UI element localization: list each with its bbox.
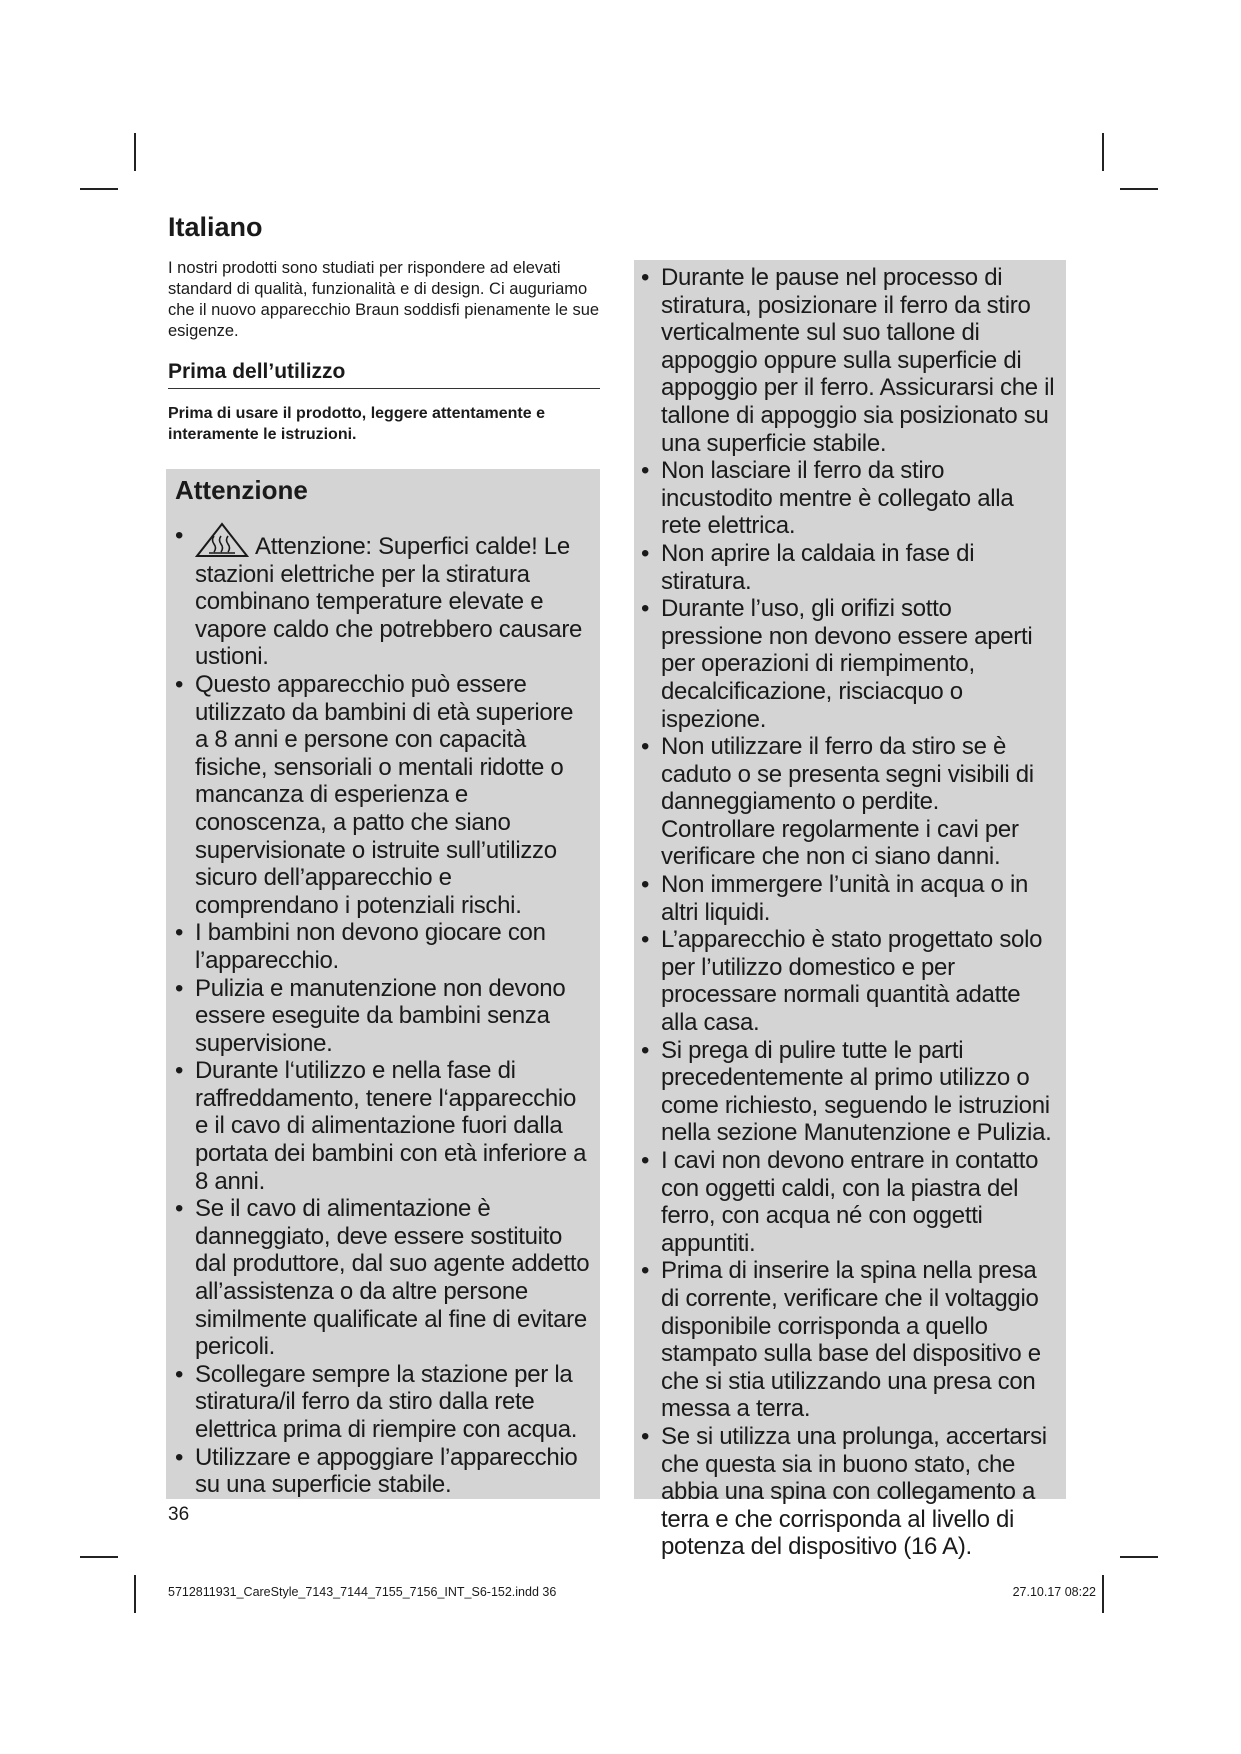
list-item: • Non aprire la caldaia in fase di stiratura. [641, 540, 1058, 595]
crop-mark [1120, 1556, 1158, 1558]
list-item: • L’apparecchio è stato progettato solo per l’utilizzo domestico e per processare normali quantità adatte alla casa. [641, 926, 1058, 1036]
crop-mark [134, 133, 136, 171]
list-item: • Durante le pause nel processo di stiratura, posizionare il ferro da stiro verticalmente sul suo tallone di appoggio oppure sulla superficie di appoggio per il ferro. Assicurarsi che il tallone di appoggio sia posizionato su una superficie stabile. [641, 264, 1058, 457]
list-item: • I cavi non devono entrare in contatto con oggetti caldi, con la piastra del ferro, con acqua né con oggetti appuntiti. [641, 1147, 1058, 1257]
page-title: Italiano [168, 212, 263, 242]
hot-surface-warning-icon [195, 522, 249, 558]
list-item: • Durante l‘utilizzo e nella fase di raffreddamento, tenere l‘apparecchio e il cavo di alimentazione fuori dalla portata dei bambini con età inferiore a 8 anni. [175, 1057, 592, 1195]
warning-box-right [634, 260, 1066, 1561]
footer-timestamp: 27.10.17 08:22 [1012, 1585, 1096, 1599]
warning-list-right [641, 264, 1058, 1561]
list-item: • Durante l’uso, gli orifizi sotto pressione non devono essere aperti per operazioni di riempimento, decalcificazione, risciacquo o ispezione. [641, 595, 1058, 733]
list-item: • Se il cavo di alimentazione è danneggiato, deve essere sostituito dal produttore, dal suo agente addetto all’assistenza o da altre persone similmente qualificate al fine di evitare pericoli. [175, 1195, 592, 1361]
warning-list-left [175, 522, 592, 1499]
list-item: • Si prega di pulire tutte le parti precedentemente al primo utilizzo o come richiesto, seguendo le istruzioni nella sezione Manutenzione e Pulizia. [641, 1037, 1058, 1147]
crop-mark [80, 188, 118, 190]
section-title: Prima dell’utilizzo [168, 360, 600, 389]
crop-mark [134, 1575, 136, 1613]
list-item: • Questo apparecchio può essere utilizzato da bambini di età superiore a 8 anni e persone con capacità fisiche, sensoriali o mentali ridotte o mancanza di esperienza e conoscenza, a patto che siano supervisionate o istruite sull’utilizzo sicuro dell’apparecchio e comprendano i potenziali rischi. [175, 671, 592, 919]
list-item: • Non immergere l’unità in acqua o in altri liquidi. [641, 871, 1058, 926]
crop-mark [1102, 1575, 1104, 1613]
warning-box-left [166, 469, 600, 1499]
list-item: • Se si utilizza una prolunga, accertarsi che questa sia in buono stato, che abbia una spina con collegamento a terra e che corrisponda al livello di potenza del dispositivo (16 A). [641, 1423, 1058, 1561]
warning-item-hot-surface-text: Attenzione: Superfici calde! Le stazioni elettriche per la stiratura combinano temperature elevate e vapore caldo che potrebbero causare ustioni. [195, 533, 583, 671]
crop-mark [80, 1556, 118, 1558]
crop-mark [1120, 188, 1158, 190]
list-item: • Scollegare sempre la stazione per la stiratura/il ferro da stiro dalla rete elettrica prima di riempire con acqua. [175, 1361, 592, 1444]
section-note: Prima di usare il prodotto, leggere attentamente e interamente le istruzioni. [168, 405, 545, 443]
warning-item-hot-surface [175, 522, 592, 671]
intro-paragraph: I nostri prodotti sono studiati per rispondere ad elevati standard di qualità, funzionalità e di design. Ci auguriamo che il nuovo apparecchio Braun soddisfi pienamente le sue esigenze. [168, 259, 600, 340]
list-item: • Non lasciare il ferro da stiro incustodito mentre è collegato alla rete elettrica. [641, 457, 1058, 540]
list-item: • Prima di inserire la spina nella presa di corrente, verificare che il voltaggio disponibile corrisponda a quello stampato sulla base del dispositivo e che si stia utilizzando una presa con messa a terra. [641, 1257, 1058, 1423]
footer-file-info: 5712811931_CareStyle_7143_7144_7155_7156_INT_S6-152.indd 36 [168, 1585, 557, 1599]
warning-title: Attenzione [175, 475, 308, 505]
list-item: • Utilizzare e appoggiare l’apparecchio su una superficie stabile. [175, 1444, 592, 1499]
list-item: • I bambini non devono giocare con l’apparecchio. [175, 919, 592, 974]
crop-mark [1102, 133, 1104, 171]
list-item: • Non utilizzare il ferro da stiro se è caduto o se presenta segni visibili di danneggiamento o perdite. Controllare regolarmente i cavi per verificare che non ci siano danni. [641, 733, 1058, 871]
list-item: • Pulizia e manutenzione non devono essere eseguite da bambini senza supervisione. [175, 975, 592, 1058]
page-number: 36 [168, 1504, 190, 1525]
